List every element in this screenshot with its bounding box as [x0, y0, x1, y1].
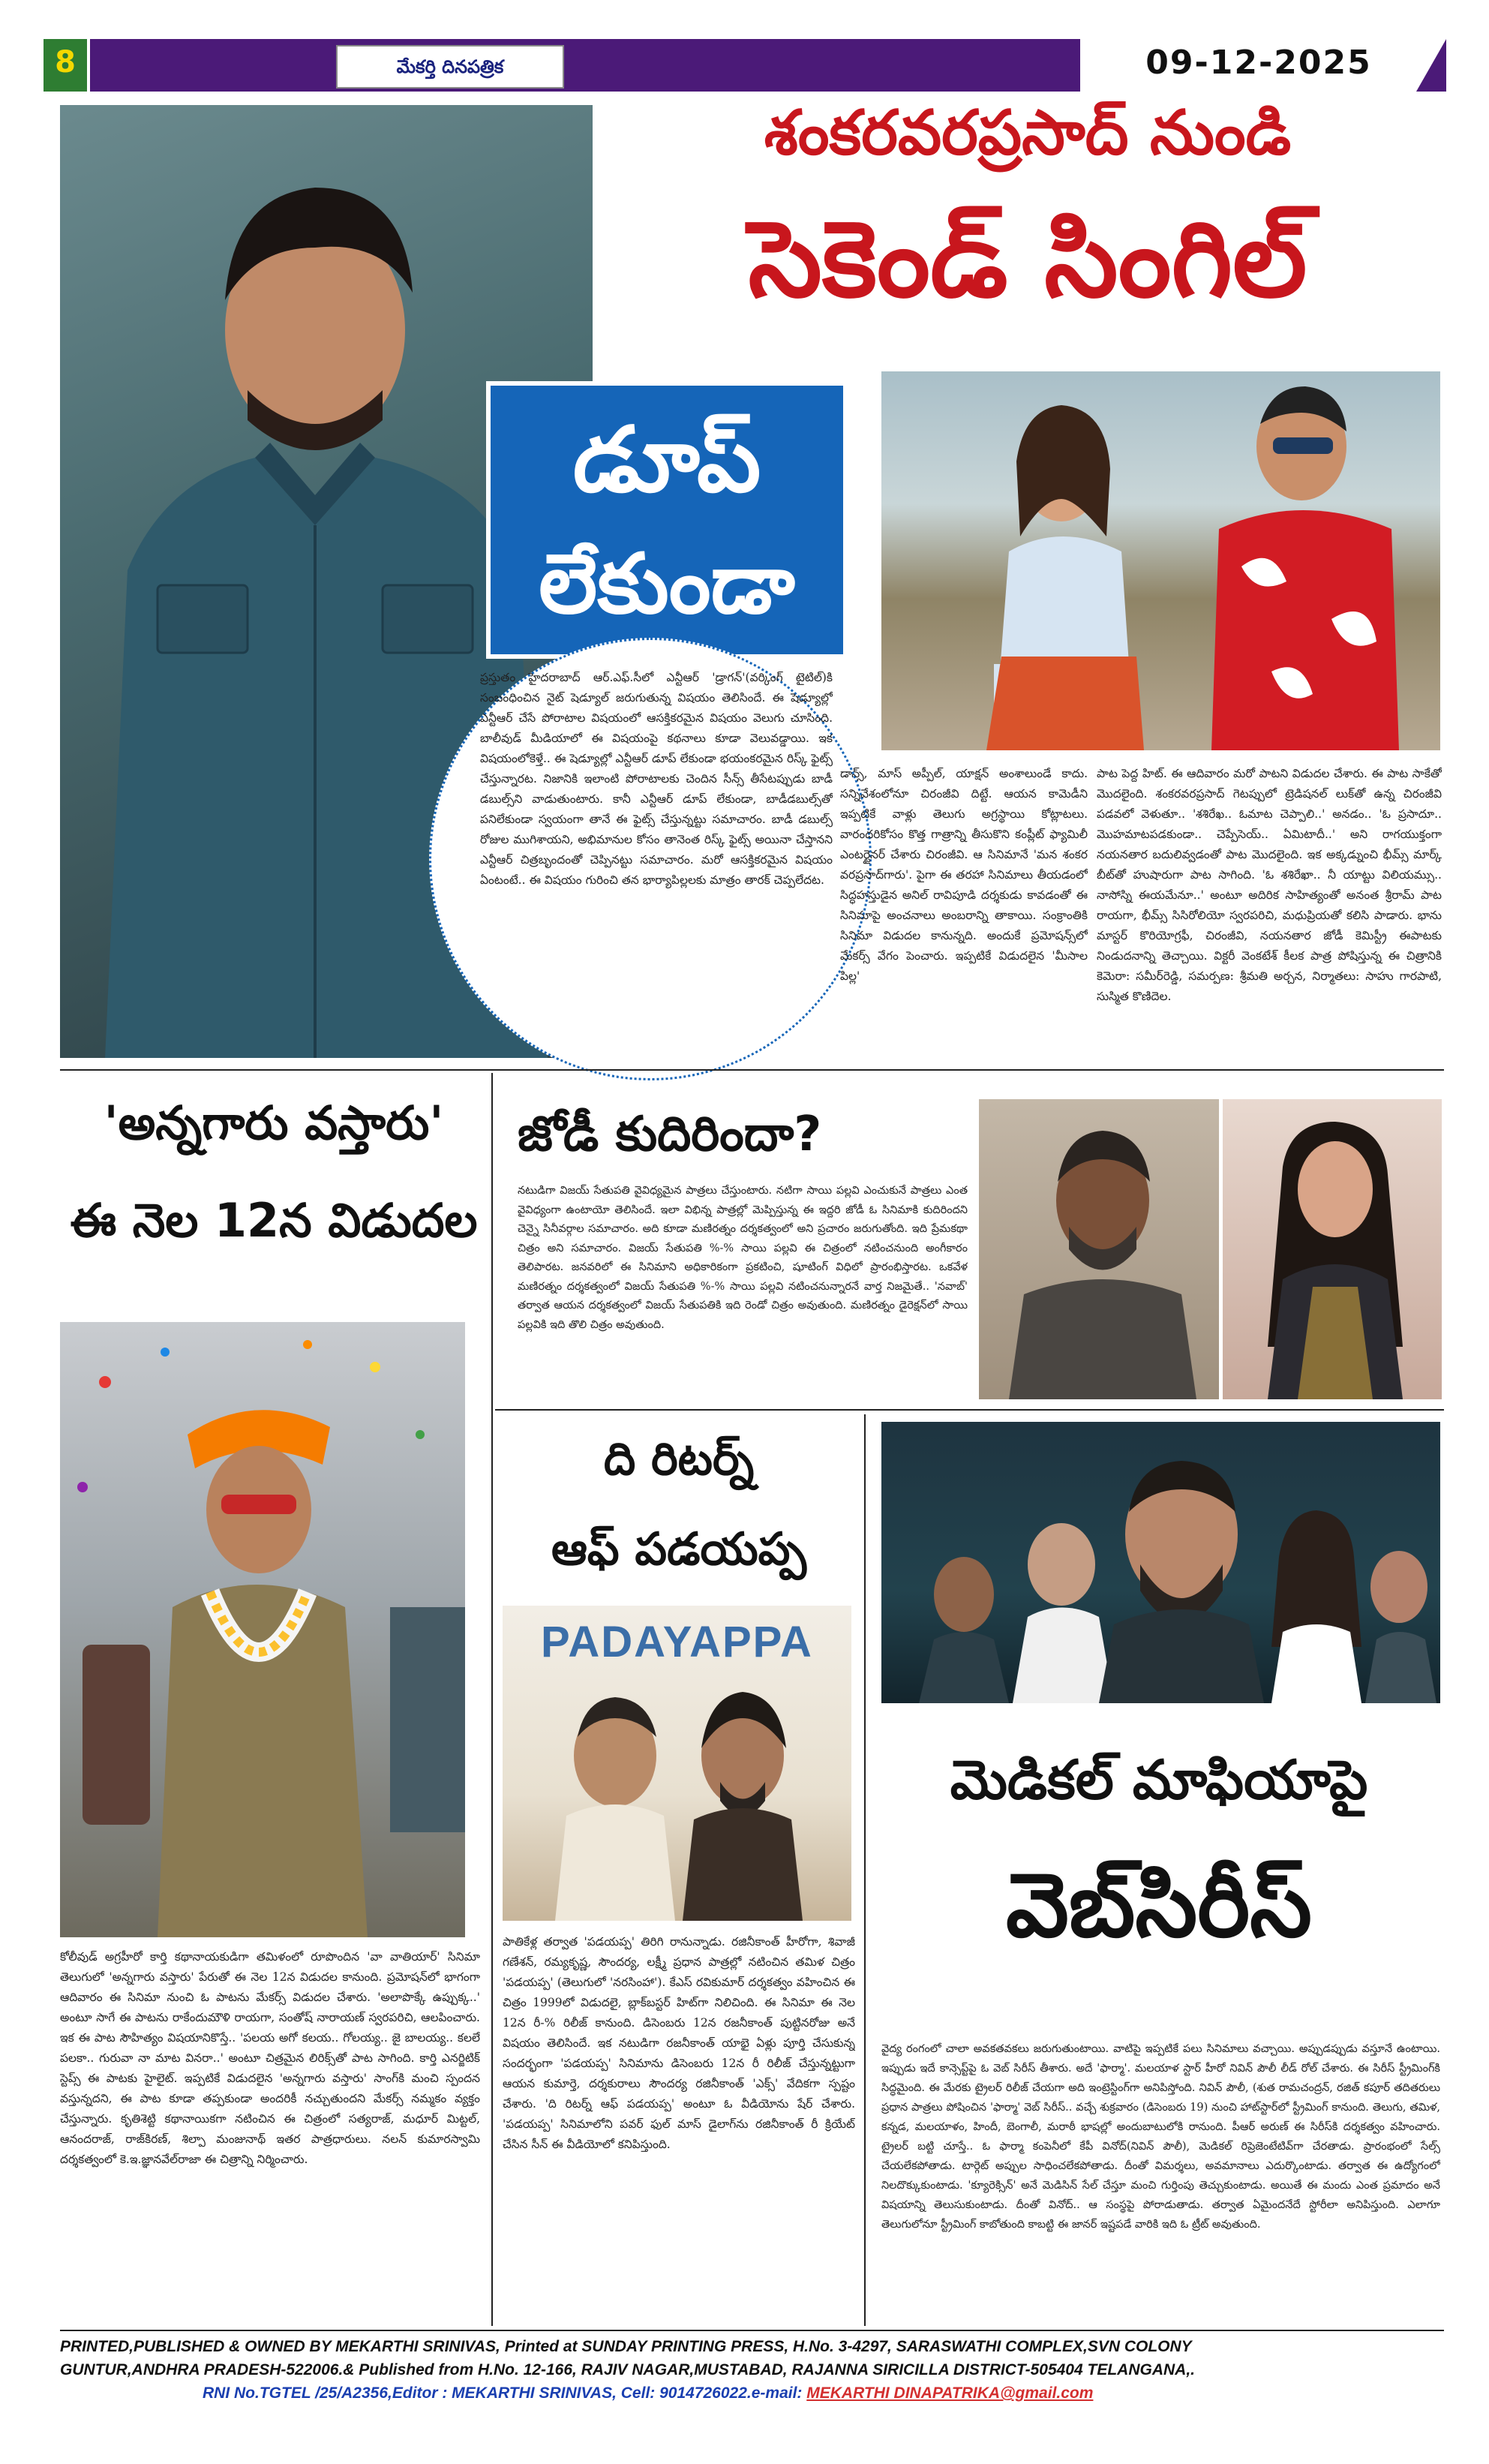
footer	[60, 2335, 1444, 2402]
story2-headline-box	[486, 381, 848, 659]
story1-headline-line2: సెకెండ్ సింగిల్	[748, 199, 1307, 321]
footer-rni: RNI No.TGTEL /25/A2356,	[203, 2384, 392, 2402]
footer-line1: PRINTED,PUBLISHED & OWNED BY MEKARTHI SRINIVAS, Printed at SUNDAY PRINTING PRESS, H.No. 3-4297, SARASWATHI COMPLEX,SVN COLONY	[60, 2338, 1192, 2355]
footer-line3	[60, 2381, 1444, 2405]
story2-headline-line2: లేకుండా	[539, 536, 795, 632]
horizontal-divider-mid	[495, 1409, 1444, 1411]
story1-headline-line1: శంకరవరప్రసాద్ నుండి	[764, 98, 1292, 169]
horizontal-divider-top	[60, 1069, 1444, 1071]
logo-text: మేకర్తి దినపత్రిక	[396, 56, 504, 77]
story2-body: ప్రస్తుతం హైదరాబాద్ ఆర్.ఎఫ్.సీలో ఎన్టీఆర్ 'డ్రాగన్'(వర్కింగ్ టైటిల్)కి సంబంధించిన నైట్ షెడ్యూల్ జరుగుతున్న విషయం తెలిసిందే. ఈ షెడ్యూల్లో ఎన్టీఆర్ చేసే పోరాటాల విషయంలో ఆసక్తికరమైన విషయం వెలుగు చూసింది. బాలీవుడ్ మీడియాలో ఈ విషయంపై కథనాలు కూడా వెలువడ్డాయి. ఇక విషయంలోకెళ్తే.. ఈ షెడ్యూల్లో ఎన్టీఆర్ డూప్ లేకుండా భయంకరమైన రిస్క్ ఫైట్స్ చేస్తున్నారట. నిజానికి ఇలాంటి పోరాటాలకు చెందిన సీన్స్ తీసేటప్పుడు బాడీ డబుల్స్‌ని వాడుతుంటారు. కానీ ఎన్టీఆర్ డూప్ లేకుండా, బాడీడబుల్స్‌తో పనిలేకుండా స్వయంగా తానే ఈ ఫైట్స్ చేస్తున్నట్టు సమాచారం. బాడీ డబుల్స్ రోజుల ముగిశాయని, అభిమానుల కోసం తానెంత రిస్క్ ఫైట్స్ అయినా చేస్తానని ఎన్టీఆర్ చిత్రబృందంతో చెప్పినట్టు సమాచారం. మరో ఆసక్తికరమైన విషయం ఏంటంటే.. ఈ విషయం గురించి తన భార్యాపిల్లలకు మాత్రం తారక్ చెప్పలేదట.	[480, 671, 833, 887]
story1-col2: పాట పెద్ద హిట్. ఈ ఆదివారం మరో పాటని విడుదల చేశారు. ఈ పాట సాకేతో మొదలైంది. శంకరవరప్రసాద్ గెటప్పులో ట్రెడిషనల్ లుక్‌తో ఉన్న చిరంజీవి పడవలో వెళుతూ.. 'శశిరేఖ.. ఓమాట చెప్పాలి..' అనడం.. 'ఓ ప్రసాదూ.. మొహమాటపడకుండా.. చెప్పేసెయ్.. ఏమిటాదీ..' అని రాగయుక్తంగా నయనతార బదులివ్వడంతో పాట మొదలైంది. ఇక అక్కడ్నుంచి భీమ్స్ మార్క్ బీట్‌తో హుషారుగా పాట సాగింది. 'ఓ శశిరేఖా.. నీ యాట్టు విలియమ్సు.. నాసోస్ని ఈయమేనూ..' అంటూ అదిరిక సాహిత్యంతో అనంత శ్రీరామ్ పాట రాయగా, భీమ్స్ సిసిరోలియో స్వరపరిచి, మధుప్రియతో కలిసి పాడారు. భాను మాస్టర్ కొరియోగ్రఫీ, చిరంజీవి, నయనతార జోడీ కెమిస్ట్రీ ఈపాటకు నిండుదనాన్ని తెచ్చాయి. విక్టరీ వెంకటేశ్ కీలక పాత్ర పోషిస్తున్న ఈ చిత్రానికి కెమెరా: సమీర్‌రెడ్డి, సమర్పణ: శ్రీమతి అర్చన, నిర్మాతలు: సాహు గారపాటి, సుస్మిత కొణిదెల.	[1097, 767, 1442, 1003]
masthead	[44, 39, 1446, 92]
masthead-corner-triangle	[1416, 39, 1446, 92]
story5-body: పాతికేళ్ల తర్వాత 'పడయప్ప' తిరిగి రానున్నాడు. రజినీకాంత్ హీరోగా, శివాజీ గణేశన్, రమ్యకృష్ణ, సౌందర్య, లక్ష్మీ ప్రధాన పాత్రల్లో నటించిన తమిళ చిత్రం 'పడయప్ప' (తెలుగులో 'నరసింహా'). కేఎస్ రవికుమార్ దర్శకత్వం వహించిన ఈ చిత్రం 1999లో విడుదలై, బ్లాక్‌బస్టర్ హిట్‌గా నిలిచింది. ఈ సినిమా ఈ నెల 12న రీ-% రిలీజ్ కానుంది. డిసెంబరు 12న రజనీకాంత్ పుట్టినరోజు అనే విషయం తెలిసిందే. ఇక నటుడిగా రజనీకాంత్ యాభై ఏళ్లు పూర్తి చేసుకున్న సందర్భంగా 'పడయప్ప' సినిమాను డిసెంబరు 12న రీ రిలీజ్ చేస్తున్నట్టుగా ఆయన కుమార్తె, దర్శకురాలు సౌందర్య రజినీకాంత్ 'ఎక్స్' వేదికగా స్పష్టం చేశారు. 'ది రిటర్న్ ఆఫ్ పడయప్ప' అంటూ ఓ వీడియోను షేర్ చేశారు. 'పడయప్ప' సినిమాలోని పవర్ ఫుల్ మాస్ డైలాగ్‌ను రజినీకాంత్ రీ క్రియేట్ చేసిన సీన్ ఈ వీడియోలో కనిపిస్తుంది.	[503, 1935, 855, 2151]
story2-headline-line1: డూప్	[572, 408, 761, 512]
vijay-figure	[979, 1099, 1219, 1399]
vertical-divider-mid	[864, 1414, 866, 2326]
footer-editor: Editor : MEKARTHI SRINIVAS, Cell: 9014726022.e-mail:	[392, 2384, 807, 2402]
story3-body: కోలీవుడ్ అగ్రహీరో కార్తి కథానాయకుడిగా తమిళంలో రూపొందిన 'వా వాతియార్' సినిమా తెలుగులో 'అన్నగారు వస్తారు' పేరుతో ఈ నెల 12న విడుదల కానుంది. ప్రమోషన్‌లో భాగంగా ఆదివారం ఈ సినిమా నుంచి ఓ పాటను మేకర్స్ విడుదల చేశారు. 'అలాపొక్కే ఉప్పుక్క..' అంటూ సాగే ఈ పాటను రాకేందుమౌళి రాయగా, సంతోష్ నారాయణ్ స్వరపరిచి, ఆలపించారు. ఇక ఈ పాట సౌహిత్యం విషయానికొస్తే.. 'పలయ అగో కలయ.. గోలయ్య.. జై బాలయ్య.. కలలే పలకా.. గురువా నా మాట వినరా..' అంటూ చిత్రమైన లిరిక్స్‌తో పాట సాగింది. కార్తి ఎనర్జిటిక్ స్టెప్స్ ఈ పాటకు హైలైట్. ఇప్పటికే విడుదలైన 'అన్నగారు వస్తారు' సాంగ్‌కి మంచి స్పందన వస్తున్నదని, ఈ పాట కూడా తప్పకుండా అందరికీ నచ్చుతుందని మేకర్స్ నమ్మకం వ్యక్తం చేస్తున్నారు. కృతిశెట్టి కథానాయికగా నటించిన ఈ చిత్రంలో సత్యరాజ్, మధూర్ మిట్టల్, ఆనందరాజ్, రాజ్‌కిరణ్, శిల్పా మంజునాథ్ ఇతర పాత్రధారులు. నలన్ కుమారస్వామి దర్శకత్వంలో కె.ఇ.జ్ఞానవేల్‌రాజా ఈ చిత్రాన్ని నిర్మించారు.	[60, 1950, 480, 2166]
story3-headline-line2: ఈ నెల 12న విడుదల	[70, 1193, 478, 1248]
karthi-figure	[60, 1322, 465, 1937]
sai-pallavi-figure	[1223, 1099, 1442, 1399]
chiranjeevi-nayanthara-photo	[881, 371, 1440, 750]
sai-pallavi-photo	[1223, 1099, 1442, 1399]
masthead-logo	[336, 45, 564, 89]
vijay-sethupathi-photo	[979, 1099, 1219, 1399]
story6-headline-line1: మెడికల్ మాఫియాపై	[950, 1748, 1368, 1811]
story1-col1: డాన్స్, మాస్ అప్పీల్, యాక్షన్ అంశాలుండే కాదు. సన్నివేశంలోనూ చిరంజీవి దిట్టే. ఆయన కామెడీని ఇప్పటికే వాళ్లు తెలుగు అగ్రస్థాయి కోట్లాటలు. వారందరికోసం కొత్త గాత్రాన్ని తీసుకొని కంప్లీట్ ఫ్యామిలీ ఎంటర్టైనర్ చేశారు చిరంజీవి. ఆ సినిమానే 'మన శంకర వరప్రసాద్‌గారు'. పైగా ఈ తరహా సినిమాలు తీయడంలో సిద్ధహస్తుడైన అనిల్ రావిపూడి దర్శకుడు కావడంతో ఈ సినిమాపై అంచనాలు అంబరాన్ని తాకాయి. సంక్రాంతికి సినిమా విడుదల కానున్నది. అందుకే ప్రమోషన్స్‌లో మేకర్స్ వేగం పెంచారు. ఇప్పటికే విడుదలైన 'మీసాల పిల్ల'	[840, 767, 1088, 983]
rajinikanth-figures	[503, 1606, 851, 1921]
masthead-purple-band	[90, 39, 1080, 92]
story4-body: నటుడిగా విజయ్ సేతుపతి వైవిధ్యమైన పాత్రలు చేస్తుంటారు. నటిగా సాయి పల్లవి ఎంచుకునే పాత్రలు ఎంత వైవిధ్యంగా ఉంటాయో తెలిసిందే. ఇలా విభిన్న పాత్రల్లో మెప్పిస్తున్న ఈ ఇద్దరి జోడీ ఓ సినిమాకి కుదిరిందని చెన్నై సినీవర్గాల సమాచారం. అది కూడా మణిరత్నం దర్శకత్వంలో అని ప్రచారం జరుగుతోంది. ఇది ప్రేమకథా చిత్రం అని సమాచారం. విజయ్ సేతుపతి %-% సాయి పల్లవి ఈ చిత్రంలో నటించనుంది అంగీకారం తెలిపారట. జనవరిలో ఈ సినిమాని అధికారికంగా ప్రకటించి, షూటింగ్ విధిలో ప్రారంభిస్తారట. ఒకవేళ మణిరత్నం దర్శకత్వంలో విజయ్ సేతుపతి %-% సాయి పల్లవి నటించనున్నారనే వార్త నిజమైతే.. 'నవాబ్' తర్వాత ఆయన దర్శకత్వంలో విజయ్ సేతుపతికి ఇది రెండో చిత్రం అవుతుంది. మణిరత్నం డైరెక్షన్‌లో సాయి పల్లవికి ఇది తొలి చిత్రం అవుతుంది.	[518, 1185, 968, 1331]
story4-headline: జోడీ కుదిరిందా?	[518, 1107, 822, 1162]
pharma-photo	[881, 1422, 1440, 1703]
story6-body: వైద్య రంగంలో చాలా అవకతవకలు జరుగుతుంటాయి. వాటిపై ఇప్పటికే పలు సినిమాలు వచ్చాయి. అప్పుడప్పుడు వస్తూనే ఉంటాయి. ఇప్పుడు ఇదే కాన్సెప్ట్‌పై ఓ వెబ్ సిరీస్ తీశారు. అదే 'ఫార్మా'. మలయాళ స్టార్ హీరో నివిన్ పౌలీ లీడ్ రోల్ చేశారు. ఈ సిరీస్ స్ట్రీమింగ్‌కి సిద్ధమైంది. ఈ మేరకు ట్రైలర్ రిలీజ్ చేయగా అది ఇంట్రెస్టింగ్‌గా అనిపిస్తోంది. నివిన్ పౌలీ, (శుత రామచంద్రన్, రజిత్ కపూర్ తదితరులు ప్రధాన పాత్రలు పోషించిన 'ఫార్మా' వెబ్ సిరీస్.. వచ్చే శుక్రవారం (డిసెంబరు 19) నుంచి హాట్‌స్టార్‌లో స్ట్రీమింగ్ కానుంది. తెలుగు, తమిళ, కన్నడ, మలయాళం, హిందీ, బెంగాలీ, మరాఠీ భాషల్లో అందుబాటులోకి రానుంది. పీఆర్ అరుణ్ ఈ సిరీస్‌కి దర్శకత్వం వహించారు. ట్రైలర్ బట్టి చూస్తే.. ఓ ఫార్మా కంపెనీలో కేపీ వినోద్(నివిన్ పౌలీ), మెడికల్ రిప్రెజెంటేటివ్‌గా చేరతాడు. ప్రారంభంలో సేల్స్ చేయలేకపోతాడు. టార్గెట్ అప్పుల సాధించలేకపోతాడు. దీంతో విమర్శలు, అవమానాలు ఎదుర్కొంటాడు. తర్వాత ఈ ఉద్యోగంలో నిలదొక్కుకుంటాడు. 'క్యూరెక్సిన్' అనే మెడిసిన్ సేల్ చేస్తూ మంచి గుర్తింపు తెచ్చుకుంటాడు. అయితే ఈ మందు ఎంత ప్రమాదం అనే విషయాన్ని తెలుసుకుంటాడు. దీంతో వినోద్.. ఆ సంస్థపై పోరాడుతాడు. తర్వాత ఏమైందనేదే స్టోరీలా అనిపిస్తుంది. ఎలాగూ తెలుగులోనూ స్ట్రీమింగ్ కాబోతుంది కాబట్టి ఈ జానర్ ఇష్టపడే వారికి ఇది ఓ ట్రీట్ అవుతుంది.	[881, 2043, 1440, 2231]
footer-email-link[interactable]: MEKARTHI DINAPATRIKA@gmail.com	[806, 2384, 1094, 2402]
pharma-figures	[881, 1422, 1440, 1703]
footer-line2: GUNTUR,ANDHRA PRADESH-522006.& Published from H.No. 12-166, RAJIV NAGAR,MUSTABAD, RAJANNA SIRICILLA DISTRICT-505404 TELANGANA,.	[60, 2361, 1195, 2378]
story5-headline-line2: ఆఫ్ పడయప్ప	[551, 1523, 807, 1576]
page-number: 8	[55, 45, 76, 80]
masthead-date: 09-12-2025	[1145, 44, 1372, 82]
photo-figures	[881, 371, 1440, 750]
story6-headline-line2: వెబ్‌సిరీస్	[1005, 1853, 1313, 1957]
story3-headline-line1: 'అన్నగారు వస్తారు'	[104, 1095, 444, 1150]
padayappa-poster	[503, 1606, 851, 1921]
vertical-divider-left	[491, 1073, 493, 2326]
padayappa-poster-title: PADAYAPPA	[541, 1618, 813, 1666]
karthi-photo	[60, 1322, 465, 1937]
footer-rule	[60, 2330, 1444, 2331]
story5-headline-line1: ది రిటర్న్	[603, 1433, 755, 1486]
